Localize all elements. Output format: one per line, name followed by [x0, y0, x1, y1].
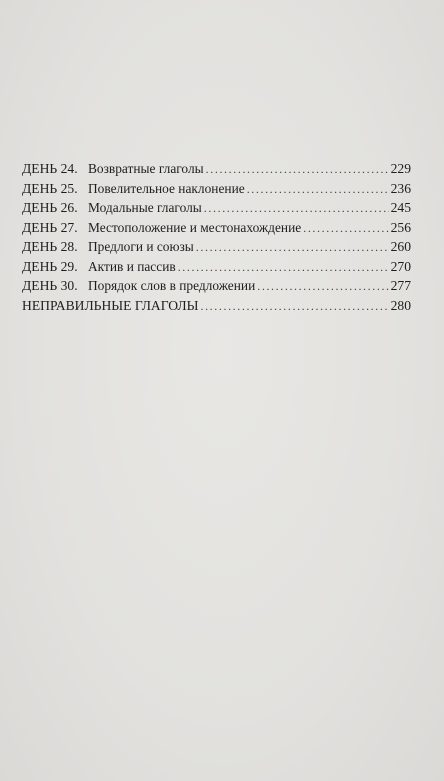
toc-page-number: 256 — [390, 219, 411, 235]
toc-page-number: 236 — [390, 180, 411, 196]
toc-title: Предлоги и союзы — [88, 239, 194, 254]
toc-dot-leader — [247, 180, 389, 200]
toc-day-label: ДЕНЬ 26. — [22, 200, 78, 215]
toc-day-label: ДЕНЬ 28. — [22, 239, 78, 254]
toc-day-label: ДЕНЬ 24. — [22, 161, 78, 176]
toc-entry — [22, 198, 411, 218]
toc-entry — [22, 179, 411, 199]
toc-dot-leader — [178, 258, 389, 278]
toc-day-label: ДЕНЬ 25. — [22, 180, 78, 196]
toc-dot-leader — [200, 297, 388, 317]
toc-title: Порядок слов в предложении — [88, 278, 256, 293]
toc-day-label: ДЕНЬ 29. — [22, 258, 78, 274]
toc-dot-leader — [303, 219, 388, 239]
toc-entry — [22, 276, 411, 296]
toc-page-number: 277 — [390, 278, 411, 293]
toc-page-number: 280 — [390, 297, 411, 313]
toc-day-label: ДЕНЬ 30. — [22, 278, 78, 293]
toc-dot-leader — [206, 160, 389, 180]
toc-title: Актив и пассив — [88, 258, 176, 274]
toc-dot-leader — [257, 277, 388, 297]
toc-entry — [22, 218, 411, 238]
toc-day-label: ДЕНЬ 27. — [22, 219, 78, 235]
toc-entry — [22, 237, 411, 257]
toc-title: Модальные глаголы — [88, 200, 202, 215]
toc-dot-leader — [196, 238, 389, 258]
toc-title: Возвратные глаголы — [88, 161, 204, 176]
toc-entry — [22, 159, 411, 179]
table-of-contents — [22, 159, 411, 315]
toc-page-number: 229 — [390, 161, 411, 176]
toc-entry — [22, 257, 411, 277]
toc-page-number: 245 — [390, 200, 411, 215]
toc-page-number: 260 — [390, 239, 411, 254]
toc-page-number: 270 — [390, 258, 411, 274]
toc-title: Местоположение и местонахождение — [88, 219, 302, 235]
toc-entry-irregular-verbs — [22, 296, 411, 316]
toc-title: Повелительное наклонение — [88, 180, 245, 196]
toc-title: НЕПРАВИЛЬНЫЕ ГЛАГОЛЫ — [22, 297, 199, 313]
toc-dot-leader — [204, 199, 389, 219]
